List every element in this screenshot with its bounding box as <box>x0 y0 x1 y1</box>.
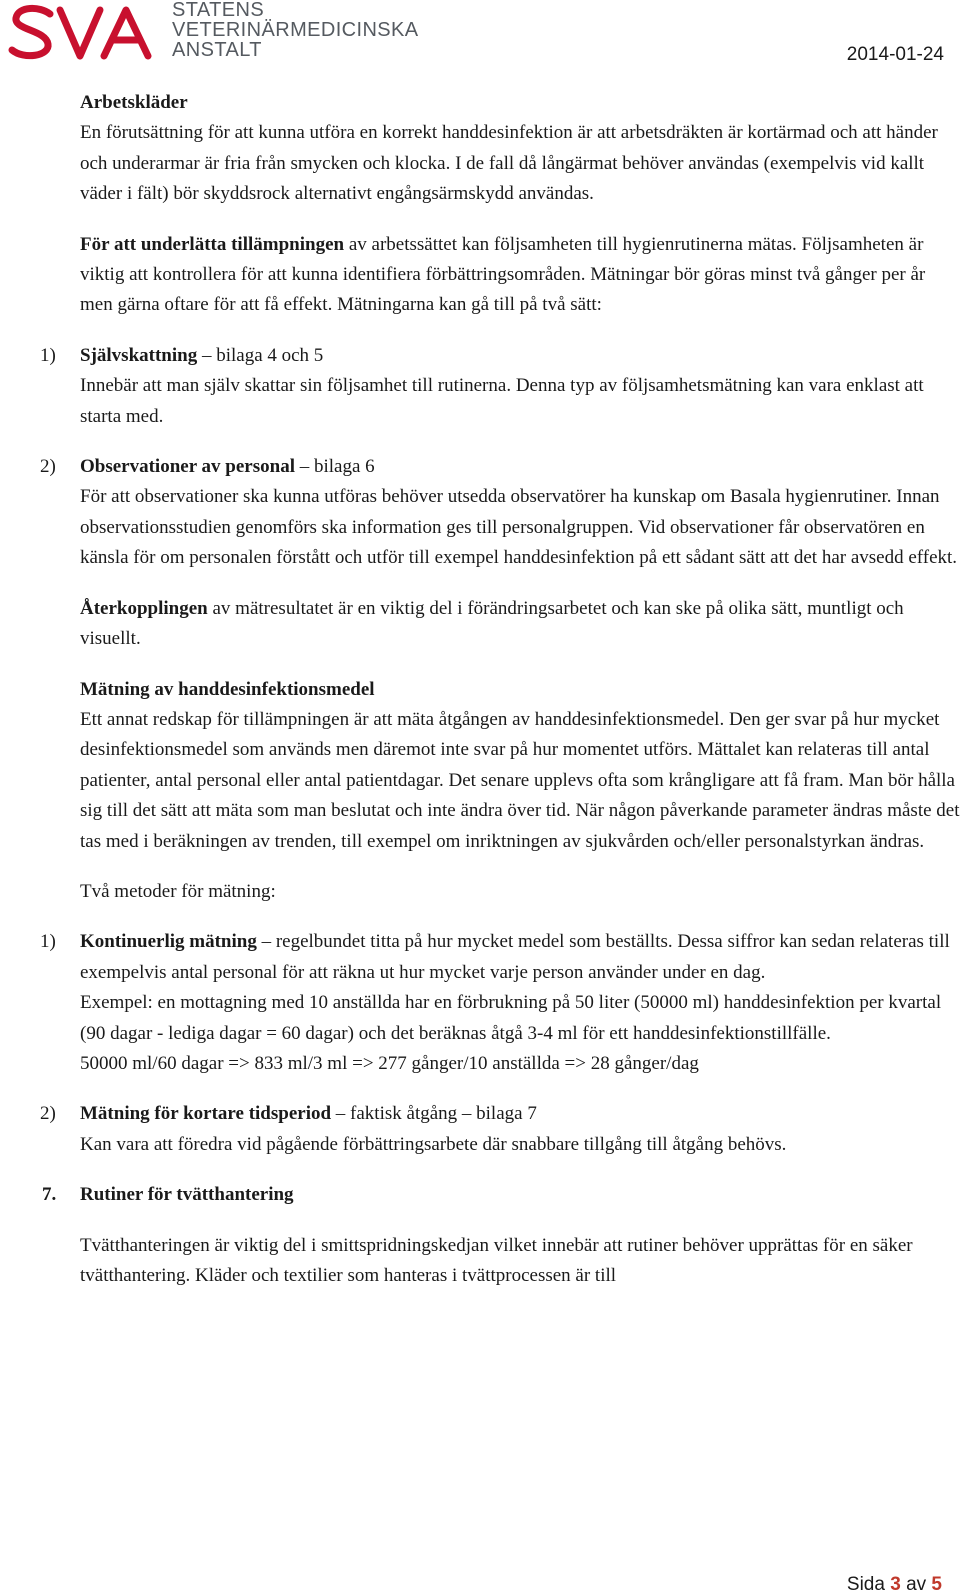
paragraph: En förutsättning för att kunna utföra en korrekt handdesinfektion är att arbetsdräkten är kortärmad och att händer och underarmar är fria från smycken och klocka. I de fall då långärmat behöver användas (exempelvis vid kallt väder i fält) bör skyddsrock alternativt engångsärmskydd användas. <box>80 122 938 205</box>
paragraph: Kan vara att föredra vid pågående förbättringsarbete där snabbare tillgång till åtgång behövs. <box>80 1133 787 1155</box>
page-of-label: av <box>906 1574 927 1595</box>
page-label: Sida <box>846 1574 885 1595</box>
paragraph: Innebär att man själv skattar sin följsamhet till rutinerna. Denna typ av följsamhetsmätning kan vara enklast att starta med. <box>80 375 924 427</box>
bold-lead: Återkopplingen <box>80 597 208 619</box>
list-number: 2) <box>40 456 56 478</box>
section-heading: Arbetskläder <box>80 92 188 113</box>
bold-lead: För att underlätta tillämpningen <box>80 233 345 255</box>
agency-name-line: VETERINÄRMEDICINSKA <box>172 19 419 41</box>
list-item-title <box>80 452 960 482</box>
paragraph-text: av mätresultatet är en viktig del i förändringsarbetet och kan ske på olika sätt, muntligt och visuellt. <box>80 597 904 650</box>
page-header <box>0 0 960 72</box>
list-item-title <box>80 1099 960 1129</box>
document-body <box>40 88 960 1311</box>
current-page: 3 <box>890 1574 901 1595</box>
bold-lead: Självskattning <box>80 344 198 366</box>
section-7-body <box>80 1231 960 1292</box>
list-item-subtitle: – bilaga 6 <box>294 456 375 478</box>
paragraph: För att observationer ska kunna utföras behöver utsedda observatörer ha kunskap om Basala hygienrutiner. Innan observationsstudien genomförs ska information ges till personalgruppen. Vid observationer får observatören en känsla för om personalen förstått och utför till exempel handdesinfektion på ett sådant sätt att det har avsedd effekt. <box>80 486 958 569</box>
sva-logo-icon <box>6 2 166 64</box>
document-date: 2014-01-24 <box>846 44 944 65</box>
calculation-line: 50000 ml/60 dagar => 833 ml/3 ml => 277 gånger/10 anställda => 28 gånger/dag <box>80 1052 699 1074</box>
agency-name-line: ANSTALT <box>172 39 262 61</box>
section-feedback <box>80 594 960 655</box>
paragraph <box>80 230 960 321</box>
section-heading: Mätning av handdesinfektionsmedel <box>80 678 375 700</box>
bold-lead: Kontinuerlig mätning <box>80 931 257 953</box>
paragraph-text: – regelbundet titta på hur mycket medel som beställts. Dessa siffror kan sedan relateras till exempelvis antal personal för att räkna ut hur mycket varje person använder under en dag. <box>80 931 950 983</box>
section-number: 7. <box>42 1184 57 1206</box>
section-compliance <box>80 230 960 321</box>
list-item-subtitle: – bilaga 4 och 5 <box>197 344 324 366</box>
list-item-continuous <box>40 927 960 1079</box>
example-paragraph: Exempel: en mottagning med 10 anställda har en förbrukning på 50 liter (50000 ml) handdesinfektion per kvartal (90 dagar - lediga dagar = 60 dagar) och det beräknas åtgå 3-4 ml för ett handdesinfektionstillfälle. <box>80 992 942 1044</box>
list-item-observations <box>40 452 960 574</box>
section-methods-intro <box>80 877 960 907</box>
paragraph <box>80 594 960 655</box>
bold-lead: Observationer av personal <box>80 456 295 478</box>
section-heading: Rutiner för tvätthantering <box>80 1184 294 1206</box>
list-item-title <box>80 341 960 371</box>
section-work-clothes <box>80 88 960 210</box>
list-item-short-period <box>40 1099 960 1160</box>
list-number: 2) <box>40 1103 56 1125</box>
list-number: 1) <box>40 931 56 953</box>
paragraph: Ett annat redskap för tillämpningen är att mäta åtgången av handdesinfektionsmedel. Den ger svar på hur mycket desinfektionsmedel som används men däremot inte svar på hur momentet utförs. Mättalet kan relateras till antal patienter, antal personal eller antal patientdagar. Det senare upplevs ofta som krångligare att få fram. Man bör hålla sig till det sätt att mäta som man beslutat och inte ändra över tid. När någon påverkande parameter ändras måste det tas med i beräkningen av trenden, till exempel om inriktningen av sjukvården och/eller personalstyrkan ändras. <box>80 708 960 852</box>
list-item-subtitle: – faktisk åtgång – bilaga 7 <box>331 1103 537 1125</box>
list-number: 1) <box>40 344 56 366</box>
section-hand-disinfectant <box>80 675 960 857</box>
list-item-self-assessment <box>40 341 960 432</box>
paragraph: Tvätthanteringen är viktig del i smittspridningskedjan vilket innebär att rutiner behöver upprättas för en säker tvätthantering. Kläder och textilier som hanteras i tvättprocessen är till <box>80 1234 913 1286</box>
paragraph-text: av arbetssättet kan följsamheten till hygienrutinerna mätas. Följsamheten är viktig att kontrollera för att kunna identifiera förbättringsområden. Mätningar bör göras minst två gånger per år men gärna oftare för att få effekt. Mätningarna kan gå till på två sätt: <box>80 233 926 316</box>
agency-name-line: STATENS <box>172 0 265 21</box>
total-pages: 5 <box>931 1574 942 1595</box>
paragraph: Två metoder för mätning: <box>80 880 276 902</box>
section-7-heading <box>42 1180 960 1210</box>
page-footer <box>847 1574 942 1596</box>
bold-lead: Mätning för kortare tidsperiod <box>80 1103 332 1125</box>
agency-name <box>172 0 419 60</box>
paragraph <box>80 927 960 988</box>
